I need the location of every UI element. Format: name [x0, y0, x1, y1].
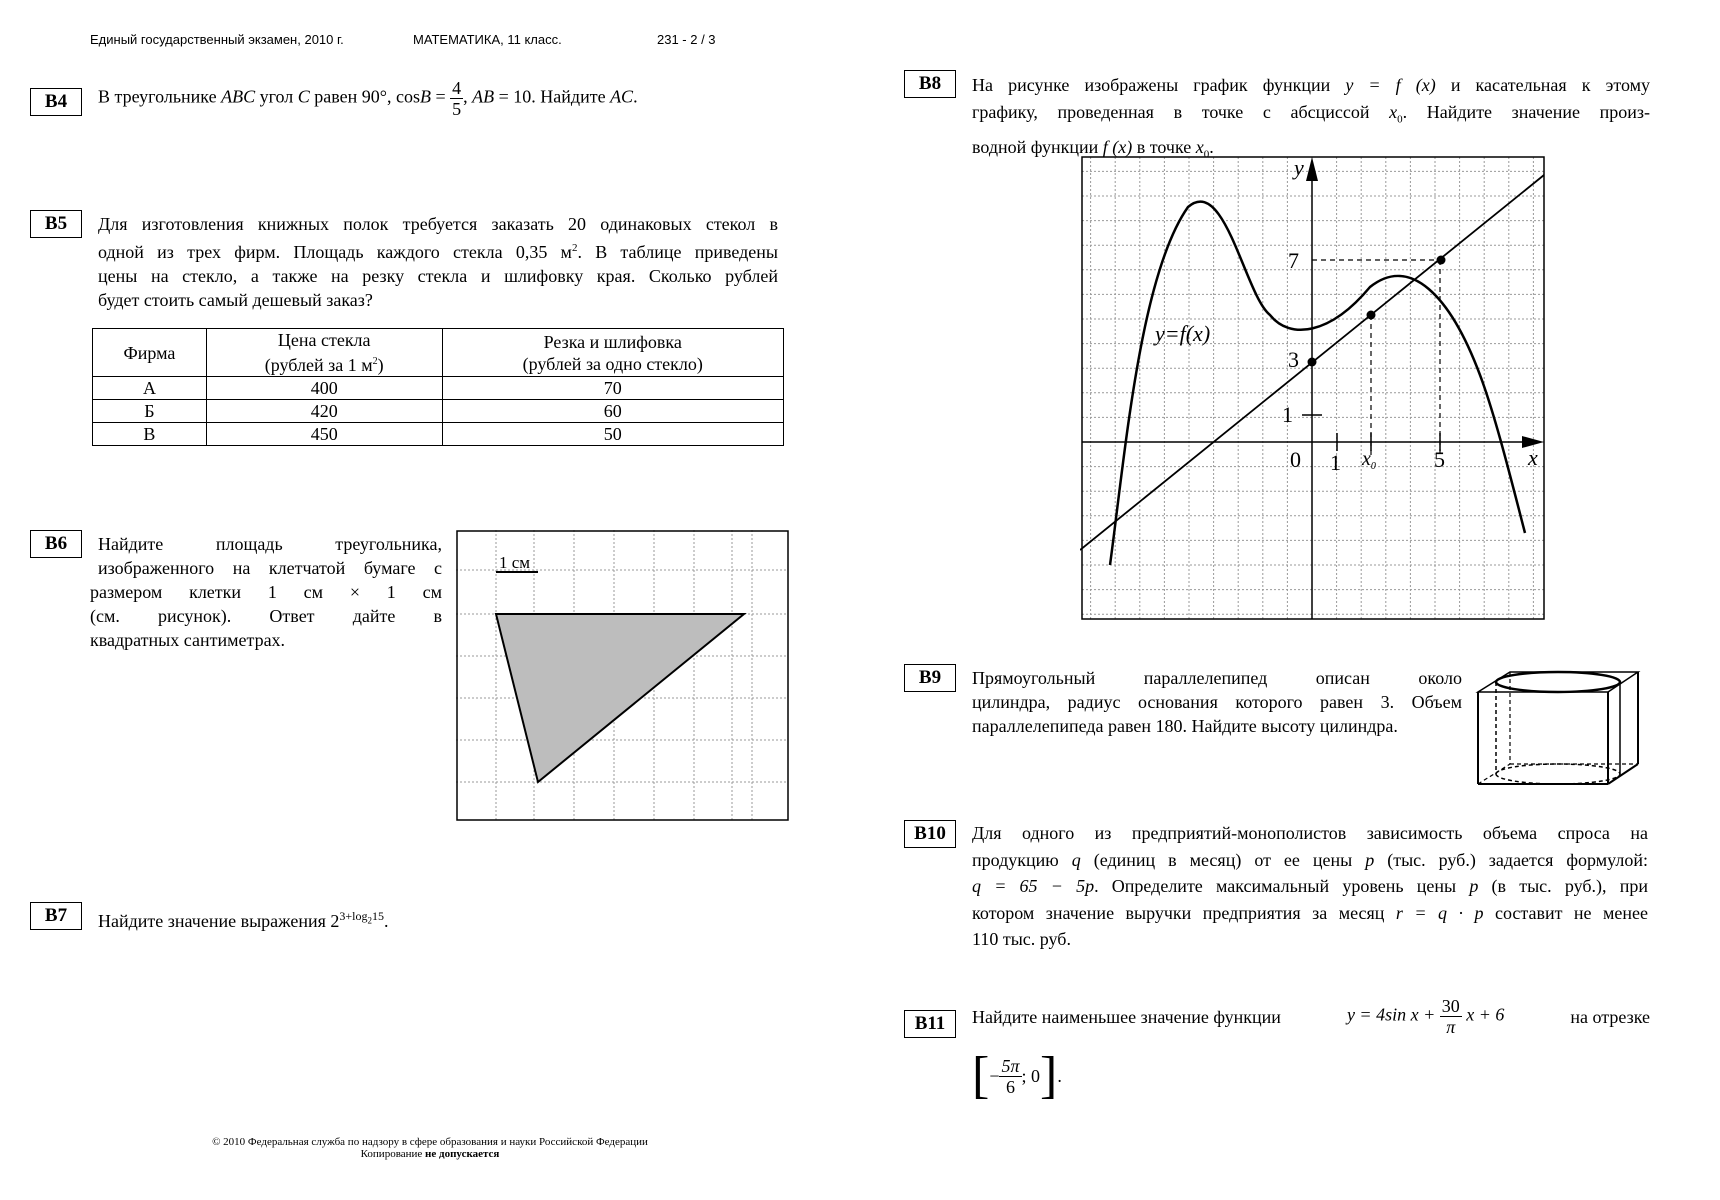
b4-b: B: [419, 86, 431, 107]
header-exam: Единый государственный экзамен, 2010 г.: [90, 32, 344, 47]
y-axis-arrow: [1306, 157, 1318, 181]
b9-line1: Прямоугольный параллелепипед описан около: [972, 668, 1462, 688]
task-label-b9: B9: [904, 664, 956, 692]
b4-t5: = 10. Найдите: [498, 86, 606, 107]
graph-x-label: x: [1528, 445, 1538, 470]
b4-t4: ,: [463, 86, 468, 107]
b5-line1: Для изготовления книжных полок требуется заказать 20 одинаковых стекол в: [98, 214, 778, 234]
b6-triangle: [496, 614, 744, 782]
b10-line5: 110 тыс. руб.: [972, 929, 1071, 949]
b4-abc: ABC: [221, 86, 256, 107]
b6-line1: Найдите площадь треугольника,: [98, 534, 442, 554]
b5-line4: будет стоить самый дешевый заказ?: [98, 290, 373, 310]
task-b7-text: Найдите значение выражения $2^{3+log_215}$.: [98, 909, 389, 931]
price-table: [92, 328, 784, 446]
b4-cos: cos: [395, 86, 420, 107]
b10-line3: q = 65 − 5p. Определите максимальный уровень цены p (в тыс. руб.), при: [972, 876, 1649, 896]
b5-line2: одной из трех фирм. Площадь каждого стекла 0,35 $м^2$. В таблице приведены: [98, 242, 778, 262]
b6-grid-figure: [456, 530, 790, 822]
b4-ab: AB: [472, 86, 495, 107]
b6-line2: изображенного на клетчатой бумаге с: [98, 558, 442, 578]
task-label-b10: B10: [904, 820, 956, 848]
b6-line5: квадратных сантиметрах.: [90, 630, 286, 650]
b4-fraction: $\frac{4}{5}$: [452, 78, 462, 119]
cell-price: 400: [206, 377, 442, 400]
b10-line1: Для одного из предприятий-монополистов зависимость объема спроса на: [972, 823, 1648, 843]
th-cut: Резка и шлифовка (рублей за одно стекло): [442, 329, 783, 377]
header-page: 231 - 2 / 3: [657, 32, 716, 47]
graph-tick-1x: 1: [1330, 450, 1341, 475]
task-b10-text: [972, 820, 1648, 953]
b6-line3: размером клетки 1 см × 1 см: [90, 582, 442, 602]
graph-tick-x0: $x_0$: [1362, 448, 1376, 472]
graph-y-label: y: [1294, 155, 1304, 180]
task-label-b4: B4: [30, 88, 82, 116]
graph-origin: 0: [1290, 447, 1301, 472]
b8-line3: водной функции f (x) в точке $x_0$.: [972, 136, 1214, 161]
b6-line4: (см. рисунок). Ответ дайте в: [90, 606, 442, 626]
footer: © 2010 Федеральная служба по надзору в сфере образования и науки Российской Федерации Копирование не допускается: [212, 1136, 648, 1160]
task-label-b8: B8: [904, 70, 956, 98]
point-upper: [1437, 256, 1446, 265]
task-b5-text: [98, 212, 778, 312]
b5-line3: цены на стекло, а также на резку стекла и шлифовку края. Сколько рублей: [98, 266, 778, 286]
function-curve: [1110, 202, 1525, 565]
task-b11-line1: Найдите наименьшее значение функции y = 4sin x + $\frac{30}{\pi}$ x + 6 на отрезке: [972, 996, 1650, 1037]
table-row: [93, 377, 784, 400]
b4-t3: равен 90°,: [314, 86, 392, 107]
task-b11-interval: [ − $\frac{5\pi}{6}$ ; 0 ] .: [972, 1047, 1062, 1104]
cell-cut: 50: [442, 423, 783, 446]
graph-tick-1y: 1: [1282, 402, 1293, 427]
cell-firm: А: [93, 377, 207, 400]
point-y-intercept: [1308, 358, 1317, 367]
b10-line2: продукцию q (единиц в месяц) от ее цены p (тыс. руб.) задается формулой:: [972, 849, 1648, 870]
cell-cut: 60: [442, 400, 783, 423]
b6-scale-label: 1 см: [499, 553, 531, 572]
b4-c: C: [297, 86, 310, 107]
b4-t1: В треугольнике: [98, 86, 217, 107]
table-row: [93, 423, 784, 446]
task-label-b5: B5: [30, 210, 82, 238]
task-b8-text: [972, 72, 1650, 168]
task-b4-text: [98, 78, 638, 119]
task-label-b11: B11: [904, 1010, 956, 1038]
graph-tick-3: 3: [1288, 347, 1299, 372]
b7-expression: $2^{3+log_215}$.: [330, 909, 389, 931]
graph-tick-5: 5: [1434, 447, 1445, 472]
b10-line4: котором значение выручки предприятия за месяц r = q · p составит не менее: [972, 902, 1649, 923]
b8-function-graph: [1080, 155, 1546, 621]
b4-ac: AC: [610, 86, 634, 107]
b4-t2: угол: [259, 86, 294, 107]
th-price: Цена стекла (рублей за 1 $м^2$): [206, 329, 442, 377]
cell-price: 420: [206, 400, 442, 423]
cell-firm: В: [93, 423, 207, 446]
table-row: [93, 400, 784, 423]
b4-t6: .: [633, 86, 638, 107]
task-label-b6: B6: [30, 530, 82, 558]
task-label-b7: B7: [30, 902, 82, 930]
task-b6-text: [90, 532, 442, 652]
table-header-row: [93, 329, 784, 377]
cell-firm: Б: [93, 400, 207, 423]
cell-cut: 70: [442, 377, 783, 400]
b8-line1: На рисунке изображены график функции y = f (x) и касательная к этому: [972, 75, 1650, 95]
graph-curve-label: y=f(x): [1155, 321, 1211, 346]
b9-box-cylinder-figure: [1472, 658, 1642, 792]
task-b9-text: [972, 666, 1462, 738]
cell-price: 450: [206, 423, 442, 446]
point-tangency: [1367, 311, 1376, 320]
header-subject: МАТЕМАТИКА, 11 класс.: [413, 32, 562, 47]
b9-line2: цилиндра, радиус основания которого равен 3. Объем: [972, 692, 1462, 712]
b8-line2: графику, проведенная в точке с абсциссой $x_0$. Найдите значение произ-: [972, 102, 1650, 126]
b9-line3: параллелепипеда равен 180. Найдите высоту цилиндра.: [972, 716, 1398, 736]
b4-eq: =: [435, 86, 446, 107]
graph-tick-7: 7: [1288, 248, 1299, 273]
th-firm: Фирма: [93, 329, 207, 377]
